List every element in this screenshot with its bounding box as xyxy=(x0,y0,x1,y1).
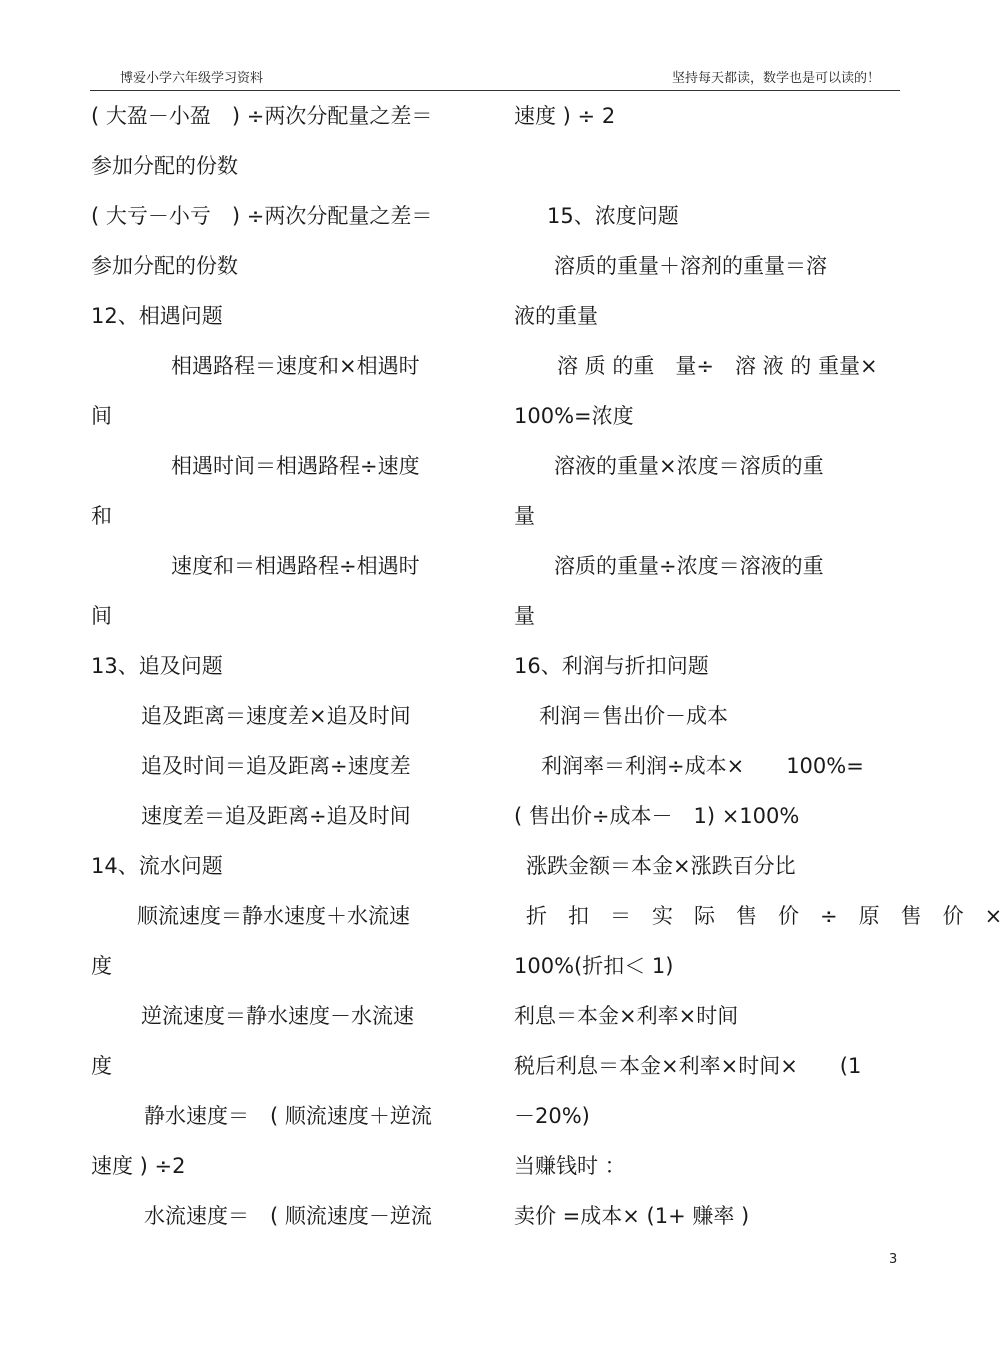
text-line: 溶 质 的重 量÷ 溶 液 的 重量× xyxy=(557,354,878,378)
text-line: 间 xyxy=(91,404,112,428)
text-line: 静水速度＝ ( 顺流速度＋逆流 xyxy=(144,1104,432,1128)
text-line: ( 大盈－小盈 ) ÷两次分配量之差＝ xyxy=(91,104,433,128)
text-line: 顺流速度＝静水速度＋水流速 xyxy=(137,904,410,928)
text-line: 100%=浓度 xyxy=(514,404,634,428)
text-line: 利润＝售出价－成本 xyxy=(539,704,728,728)
text-line: 速度和＝相遇路程÷相遇时 xyxy=(171,554,420,578)
text-line: 溶质的重量÷浓度＝溶液的重 xyxy=(554,554,824,578)
text-line: 参加分配的份数 xyxy=(91,254,238,278)
text-line: 逆流速度＝静水速度－水流速 xyxy=(141,1004,414,1028)
text-line: 利息＝本金×利率×时间 xyxy=(514,1004,739,1028)
text-line: 溶液的重量×浓度＝溶质的重 xyxy=(554,454,824,478)
text-line: ( 大亏－小亏 ) ÷两次分配量之差＝ xyxy=(91,204,433,228)
text-line: 税后利息＝本金×利率×时间× (1 xyxy=(514,1054,862,1078)
text-line: ( 售出价÷成本－ 1) ×100% xyxy=(514,804,800,828)
text-line: 量 xyxy=(514,504,535,528)
text-line: 量 xyxy=(514,604,535,628)
section-heading: 15、浓度问题 xyxy=(547,204,679,228)
text-line: 间 xyxy=(91,604,112,628)
text-line: 和 xyxy=(91,504,112,528)
text-line: 速度差＝追及距离÷追及时间 xyxy=(141,804,411,828)
header-left-text: 博爱小学六年级学习资料 xyxy=(120,71,264,86)
section-heading: 14、流水问题 xyxy=(91,854,223,878)
text-line: 折 扣 ＝ 实 际 售 价 ÷ 原 售 价 × xyxy=(526,904,1002,928)
text-line: 参加分配的份数 xyxy=(91,154,238,178)
header-right-text: 坚持每天都读，数学也是可以读的！ xyxy=(672,71,881,86)
section-heading: 13、追及问题 xyxy=(91,654,223,678)
text-line: 相遇时间＝相遇路程÷速度 xyxy=(171,454,420,478)
text-line: 溶质的重量＋溶剂的重量＝溶 xyxy=(554,254,827,278)
text-line: 当赚钱时 ： xyxy=(514,1154,626,1178)
text-line: 速度 ) ÷ 2 xyxy=(514,104,616,128)
text-line: 度 xyxy=(91,954,112,978)
text-line: 100%(折扣＜ 1) xyxy=(514,954,674,978)
text-line: 追及时间＝追及距离÷速度差 xyxy=(141,754,411,778)
text-line: 速度 ) ÷2 xyxy=(91,1154,186,1178)
text-line: 追及距离＝速度差×追及时间 xyxy=(141,704,411,728)
text-line: －20%) xyxy=(514,1104,590,1128)
text-line: 利润率＝利润÷成本× 100%= xyxy=(541,754,864,778)
text-line: 水流速度＝ ( 顺流速度－逆流 xyxy=(144,1204,432,1228)
text-line: 涨跌金额＝本金×涨跌百分比 xyxy=(526,854,796,878)
text-line: 度 xyxy=(91,1054,112,1078)
page-number: 3 xyxy=(889,1252,898,1267)
text-line: 卖价 =成本× (1+ 赚率 ) xyxy=(514,1204,750,1228)
section-heading: 16、利润与折扣问题 xyxy=(514,654,709,678)
text-line: 相遇路程＝速度和×相遇时 xyxy=(171,354,420,378)
section-heading: 12、相遇问题 xyxy=(91,304,223,328)
text-line: 液的重量 xyxy=(514,304,598,328)
